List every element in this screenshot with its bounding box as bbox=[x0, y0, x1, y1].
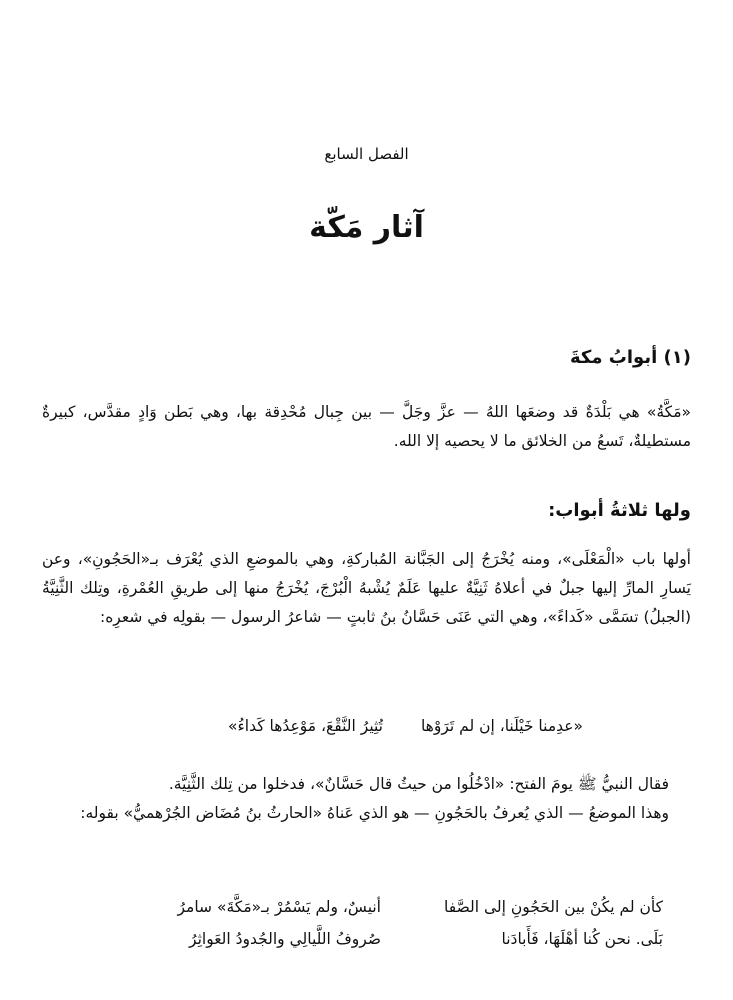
verse-first-hemistich: بَلَى. نحن كُنا أهْلَهَا، فَأَبادَنا bbox=[501, 930, 663, 948]
chapter-title: آثار مَكّة bbox=[309, 210, 424, 245]
paragraph-mecca-description: «مَكَّةُ» هي بَلْدَةٌ قد وضعَها اللهُ — عزَّ وجَلَّ — بين جِبال مُحْدِقة بها، وهي بَطن وَادٍ مقدَّس، كبيرةٌ مستطيلةٌ، تَسعُ من الخلائق ما لا يحصيه إلا الله. bbox=[42, 403, 691, 450]
verse-first-hemistich: كأن لم يكُنْ بين الحَجُونِ إلى الصَّفا bbox=[444, 898, 663, 916]
verse-second-hemistich: أنيسٌ، ولم يَسْمُرْ بـ«مَكَّةَ» سامرُ bbox=[177, 898, 381, 916]
chapter-label: الفصل السابع bbox=[324, 145, 409, 163]
paragraph-first-gate: أولها باب «الْمَعْلَى»، ومنه يُخْرَجُ إلى الجَبَّانة المُباركةِ، وهي بالموضعِ الذي يُعْرَف بـ«الحَجُونِ»، وعن يَسارِ المارِّ إليها جبلٌ في أعلاهُ ثَنِيَّةٌ عليها عَلَمٌ يُشْبهُ الْبُرْجَ، يُخْرَجُ منها إلى طريقِ العُمْرةِ، وتِلك الثَّنِيَّةُ (الجبلُ) تسَمَّى «كَداءً»، وهي التي عَنَى حَسَّانُ بنُ ثابتٍ — شاعرُ الرسول — بقولِه في شعرِه: bbox=[42, 550, 691, 626]
verse-second-hemistich: صُروفُ اللَّيالِي والجُدودُ العَواثِرُ bbox=[189, 930, 381, 948]
verse-first-hemistich: «عدِمنا خَيْلَنا، إن لم تَرَوْها bbox=[420, 717, 583, 735]
section-heading-three-gates: ولها ثلاثةُ أبواب: bbox=[548, 500, 691, 521]
paragraph-line-hajun: وهذا الموضعُ — الذي يُعرفُ بالحَجُونِ — هو الذي عَناهُ «الحارثُ بنُ مُضَاض الجُرْهميُّ» بقوله: bbox=[80, 804, 669, 822]
paragraph-prophet-saying bbox=[42, 770, 691, 828]
section-heading-gates-of-mecca: (١) أبوابُ مكةَ bbox=[570, 347, 691, 368]
paragraph-line-prophet: فقال النبيُّ ﷺ يومَ الفتح: «ادْخُلُوا من حيثُ قال حَسَّانٌ»، فدخلوا من تِلك الثَّنِيَّة. bbox=[168, 775, 669, 793]
book-page bbox=[42, 0, 691, 1000]
verse-second-hemistich: تُثِيرُ النَّقْعَ، مَوْعِدُها كَداءُ» bbox=[228, 717, 383, 735]
